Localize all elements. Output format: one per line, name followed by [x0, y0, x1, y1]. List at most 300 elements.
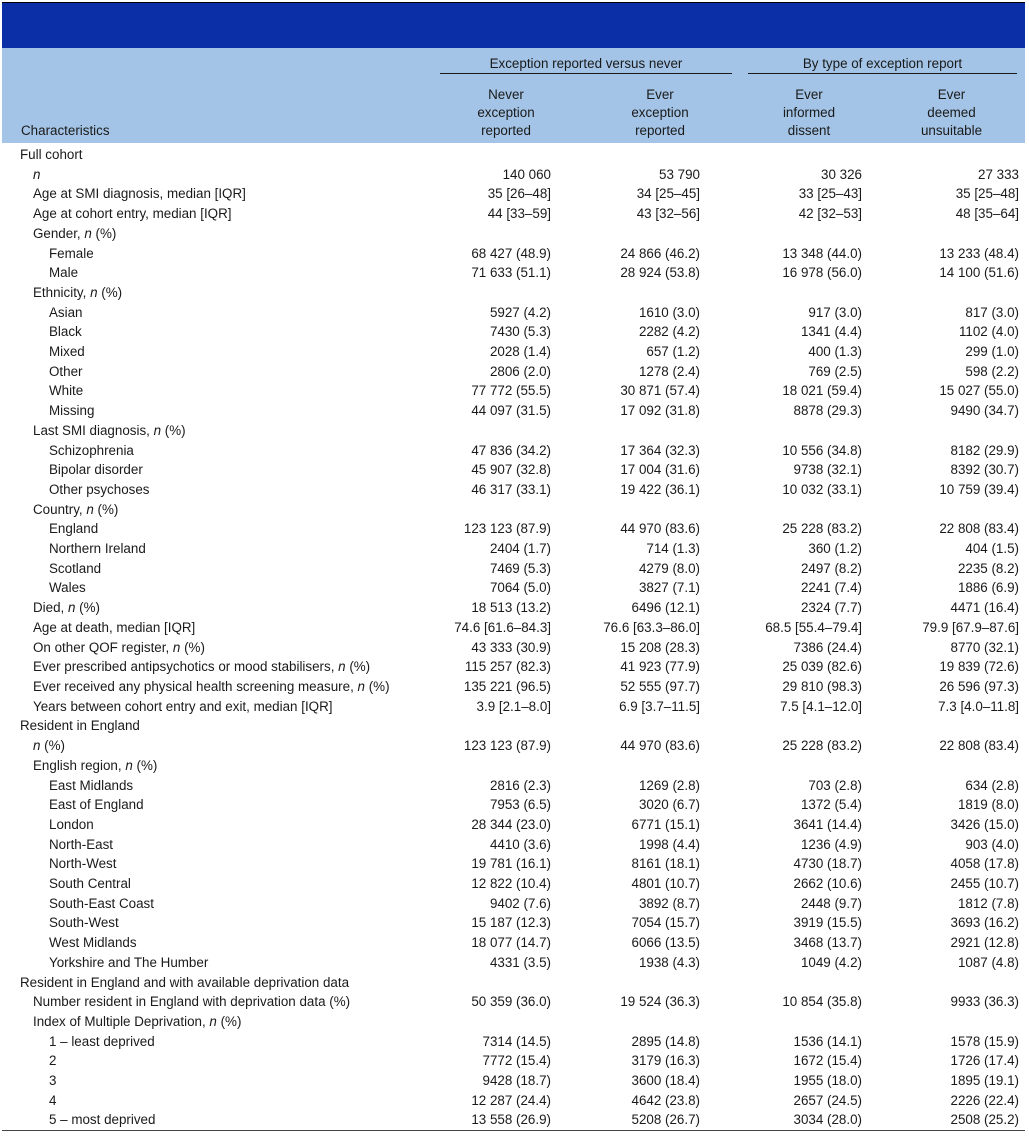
value-cell: 79.9 [67.9–87.6]: [922, 619, 1020, 635]
value-cell: 817 (3.0): [965, 304, 1020, 320]
value-cell: [740, 283, 878, 303]
table-row: [2, 776, 1025, 796]
value-cell: [580, 283, 740, 303]
value-cell: 34 [25–45]: [636, 186, 700, 202]
value-cell: 9738 (32.1): [793, 462, 862, 478]
row-label-text: Resident in England and with available deprivation data: [20, 974, 350, 990]
value-cell: 1236 (4.9): [800, 836, 862, 852]
row-label: [2, 1071, 432, 1091]
row-label-text: Northern Ireland: [49, 541, 146, 557]
value-cell: 44 970 (83.6): [620, 521, 700, 537]
table-row: [2, 1091, 1025, 1111]
row-label-text: Index of Multiple Deprivation,: [33, 1013, 210, 1029]
value-cell: 74.6 [61.6–84.3]: [454, 619, 551, 635]
row-label-text: Other psychoses: [49, 481, 150, 497]
value-cell: 45 907 (32.8): [471, 462, 551, 478]
row-label-text: Wales: [49, 580, 86, 596]
table-row: [2, 263, 1025, 283]
table-row: [2, 992, 1025, 1012]
value-cell: 17 004 (31.6): [620, 462, 700, 478]
value-cell: 42 [32–53]: [798, 206, 862, 222]
value-cell: 77 772 (55.5): [471, 383, 551, 399]
table-row: [2, 598, 1025, 618]
row-label-suffix: (%): [345, 659, 371, 675]
value-cell: 1812 (7.8): [957, 895, 1020, 911]
value-cell: 50 359 (36.0): [471, 994, 551, 1010]
value-cell: 5208 (26.7): [580, 1110, 740, 1130]
row-label: [2, 854, 432, 874]
value-cell: 6771 (15.1): [631, 816, 700, 832]
value-cell: 769 (2.5): [808, 363, 862, 379]
table-row: [2, 677, 1025, 697]
value-cell: 2324 (7.7): [800, 600, 862, 616]
value-cell: [432, 1012, 580, 1032]
value-cell: 3179 (16.3): [631, 1053, 700, 1069]
value-cell: 7469 (5.3): [489, 560, 551, 576]
table-row: [2, 1071, 1025, 1091]
row-label-text: London: [49, 816, 94, 832]
table-row: [2, 303, 1025, 323]
row-label: [2, 874, 432, 894]
header-line: unsuitable: [920, 123, 983, 138]
value-cell: 13 233 (48.4): [939, 245, 1020, 261]
value-cell: 3468 (13.7): [793, 935, 862, 951]
value-cell: [740, 500, 878, 520]
value-cell: 2497 (8.2): [800, 560, 862, 576]
row-label: [2, 933, 432, 953]
row-label: [2, 441, 432, 461]
table-row: [2, 539, 1025, 559]
n-symbol: n: [33, 166, 41, 182]
row-label-text: South-West: [49, 915, 119, 931]
value-cell: [432, 283, 580, 303]
row-label-text: Scotland: [49, 560, 102, 576]
value-cell: 7386 (24.4): [793, 639, 862, 655]
value-cell: 2028 (1.4): [489, 344, 551, 360]
value-cell: 29 810 (98.3): [782, 678, 862, 694]
value-cell: 4730 (18.7): [793, 856, 862, 872]
n-symbol: n: [86, 501, 94, 517]
value-cell: 2226 (22.4): [950, 1092, 1020, 1108]
value-cell: 1895 (19.1): [950, 1073, 1020, 1089]
value-cell: 6066 (13.5): [631, 935, 700, 951]
value-cell: 15 187 (12.3): [471, 915, 551, 931]
header-column-row: [2, 74, 1025, 143]
table-row: [2, 519, 1025, 539]
value-cell: 2816 (2.3): [489, 777, 551, 793]
row-label-suffix: (%): [364, 678, 390, 694]
row-label: [2, 913, 432, 933]
row-label-text: Bipolar disorder: [49, 462, 143, 478]
row-label-suffix: (%): [216, 1013, 242, 1029]
value-cell: 28 344 (23.0): [471, 816, 551, 832]
value-cell: 2404 (1.7): [489, 541, 551, 557]
value-cell: 1886 (6.9): [957, 580, 1020, 596]
row-label: [2, 500, 432, 520]
value-cell: [580, 716, 740, 736]
table-row: [2, 381, 1025, 401]
table-row: [2, 480, 1025, 500]
row-label: [2, 578, 432, 598]
value-cell: [878, 143, 1025, 165]
value-cell: 4331 (3.5): [489, 954, 551, 970]
value-cell: 3892 (8.7): [638, 895, 700, 911]
value-cell: 1536 (14.1): [793, 1033, 862, 1049]
header-line: informed: [782, 105, 836, 120]
value-cell: 135 221 (96.5): [463, 678, 551, 694]
value-cell: [878, 1012, 1025, 1032]
value-cell: 1938 (4.3): [638, 954, 700, 970]
value-cell: 7314 (14.5): [482, 1033, 551, 1049]
value-cell: 4642 (23.8): [631, 1092, 700, 1108]
row-label: [2, 559, 432, 579]
value-cell: 8182 (29.9): [950, 442, 1020, 458]
row-label: [2, 143, 432, 165]
n-symbol: n: [338, 659, 346, 675]
row-label: [2, 815, 432, 835]
value-cell: 17 364 (32.3): [620, 442, 700, 458]
row-label: [2, 539, 432, 559]
value-cell: 3693 (16.2): [950, 915, 1020, 931]
value-cell: [580, 756, 740, 776]
row-label: [2, 303, 432, 323]
value-cell: [740, 973, 878, 993]
value-cell: 3600 (18.4): [631, 1073, 700, 1089]
value-cell: 30 326: [821, 166, 862, 182]
value-cell: 30 871 (57.4): [620, 383, 700, 399]
value-cell: 1578 (15.9): [950, 1033, 1020, 1049]
value-cell: 3034 (28.0): [740, 1110, 878, 1130]
row-label-text: Age at cohort entry, median [IQR]: [33, 206, 232, 222]
value-cell: 19 422 (36.1): [620, 481, 700, 497]
value-cell: 703 (2.8): [808, 777, 862, 793]
row-label-text: 1 – least deprived: [49, 1033, 155, 1049]
group-label: By type of exception report: [802, 56, 963, 71]
value-cell: 15 208 (28.3): [620, 639, 700, 655]
row-label-suffix: (%): [75, 600, 100, 616]
value-cell: 35 [26–48]: [487, 186, 551, 202]
value-cell: 4801 (10.7): [631, 876, 700, 892]
value-cell: 917 (3.0): [808, 304, 862, 320]
n-symbol: n: [125, 757, 133, 773]
row-label-text: Age at death, median [IQR]: [33, 619, 196, 635]
table-row: [2, 165, 1025, 185]
value-cell: 18 077 (14.7): [471, 935, 551, 951]
column-header-deemed-unsuitable: [878, 74, 1025, 143]
row-label-text: Gender,: [33, 225, 85, 241]
row-label: [2, 992, 432, 1012]
row-label-suffix: (%): [132, 757, 158, 773]
table-row: [2, 460, 1025, 480]
value-cell: 25 228 (83.2): [782, 521, 862, 537]
table-row: [2, 835, 1025, 855]
table-row: [2, 143, 1025, 165]
row-label: [2, 519, 432, 539]
row-label: [2, 401, 432, 421]
value-cell: [740, 224, 878, 244]
value-cell: [432, 716, 580, 736]
value-cell: [432, 973, 580, 993]
value-cell: 12 287 (24.4): [471, 1092, 551, 1108]
table-row: [2, 736, 1025, 756]
n-symbol: n: [153, 422, 162, 438]
value-cell: 25 228 (83.2): [782, 738, 862, 754]
value-cell: 15 027 (55.0): [939, 383, 1020, 399]
row-label: [2, 697, 432, 717]
table-row: [2, 421, 1025, 441]
table-container: [2, 48, 1025, 1131]
table-row: [2, 204, 1025, 224]
table-row: [2, 854, 1025, 874]
value-cell: 115 257 (82.3): [464, 659, 551, 675]
row-label-suffix: (%): [97, 284, 123, 300]
value-cell: 9490 (34.7): [950, 403, 1020, 419]
n-symbol: n: [33, 738, 41, 754]
value-cell: 22 808 (83.4): [939, 521, 1020, 537]
header-line: exception: [477, 105, 535, 120]
value-cell: 9402 (7.6): [489, 895, 551, 911]
value-cell: 2235 (8.2): [957, 560, 1020, 576]
row-label: [2, 1032, 432, 1052]
row-label-text: South-East Coast: [49, 895, 154, 911]
row-label-text: South Central: [49, 876, 131, 892]
row-label: [2, 342, 432, 362]
row-label: [2, 618, 432, 638]
table-row: [2, 874, 1025, 894]
row-label-text: Resident in England: [20, 718, 140, 734]
table-row: [2, 441, 1025, 461]
table-row: [2, 224, 1025, 244]
value-cell: 28 924 (53.8): [620, 265, 700, 281]
value-cell: 3020 (6.7): [638, 797, 700, 813]
row-label: [2, 460, 432, 480]
value-cell: 2455 (10.7): [950, 876, 1020, 892]
value-cell: 4471 (16.4): [950, 600, 1020, 616]
value-cell: [740, 1012, 878, 1032]
value-cell: [740, 421, 878, 441]
column-header-ever-exception: [580, 74, 740, 143]
value-cell: 12 822 (10.4): [471, 876, 551, 892]
value-cell: [878, 716, 1025, 736]
value-cell: 7.3 [4.0–11.8]: [938, 698, 1020, 714]
value-cell: 52 555 (97.7): [620, 678, 700, 694]
value-cell: 19 781 (16.1): [471, 856, 551, 872]
table-row: [2, 559, 1025, 579]
header-line: deemed: [927, 105, 976, 120]
value-cell: 3426 (15.0): [950, 816, 1020, 832]
value-cell: 26 596 (97.3): [939, 678, 1020, 694]
value-cell: 404 (1.5): [965, 541, 1020, 557]
value-cell: 598 (2.2): [965, 363, 1020, 379]
value-cell: 7430 (5.3): [489, 324, 551, 340]
table-row: [2, 795, 1025, 815]
value-cell: 2282 (4.2): [638, 324, 700, 340]
value-cell: 3827 (7.1): [638, 580, 700, 596]
value-cell: 33 [25–43]: [798, 186, 862, 202]
value-cell: 1278 (2.4): [638, 363, 700, 379]
value-cell: 1087 (4.8): [957, 954, 1020, 970]
value-cell: 43 [32–56]: [636, 206, 700, 222]
value-cell: [878, 283, 1025, 303]
value-cell: [580, 421, 740, 441]
row-label-text: East Midlands: [49, 777, 134, 793]
row-label: [2, 835, 432, 855]
value-cell: 2657 (24.5): [793, 1092, 862, 1108]
value-cell: 25 039 (82.6): [782, 659, 862, 675]
value-cell: 903 (4.0): [965, 836, 1020, 852]
value-cell: 2508 (25.2): [878, 1110, 1025, 1130]
value-cell: 10 032 (33.1): [782, 481, 862, 497]
header-line: Ever: [646, 87, 674, 102]
row-label-text: 5 – most deprived: [49, 1112, 156, 1128]
value-cell: 44 097 (31.5): [471, 403, 551, 419]
value-cell: 714 (1.3): [646, 541, 700, 557]
row-label: [2, 322, 432, 342]
value-cell: 657 (1.2): [646, 344, 700, 360]
value-cell: 47 836 (34.2): [471, 442, 551, 458]
table-row: [2, 1012, 1025, 1032]
value-cell: 1955 (18.0): [793, 1073, 862, 1089]
n-symbol: n: [84, 225, 92, 241]
value-cell: 2921 (12.8): [950, 935, 1020, 951]
value-cell: 68.5 [55.4–79.4]: [765, 619, 862, 635]
row-label: [2, 362, 432, 382]
value-cell: [740, 143, 878, 165]
value-cell: 13 348 (44.0): [782, 245, 862, 261]
table-row: [2, 500, 1025, 520]
value-cell: [878, 224, 1025, 244]
value-cell: [740, 716, 878, 736]
n-symbol: n: [172, 639, 181, 655]
value-cell: 634 (2.8): [965, 777, 1020, 793]
value-cell: 46 317 (33.1): [471, 481, 551, 497]
n-symbol: n: [90, 284, 98, 300]
value-cell: 1610 (3.0): [638, 304, 700, 320]
row-label: [2, 263, 432, 283]
value-cell: [878, 500, 1025, 520]
n-symbol: n: [67, 600, 76, 616]
n-symbol: n: [209, 1013, 217, 1029]
table-row: [2, 716, 1025, 736]
value-cell: [878, 756, 1025, 776]
value-cell: [740, 756, 878, 776]
table-body: [2, 143, 1025, 1131]
header-group-exception: [432, 48, 740, 74]
value-cell: 7953 (6.5): [489, 797, 551, 813]
table-row: [2, 953, 1025, 973]
value-cell: 8392 (30.7): [950, 462, 1020, 478]
value-cell: 123 123 (87.9): [463, 521, 551, 537]
value-cell: [878, 421, 1025, 441]
table-row: [2, 401, 1025, 421]
value-cell: 400 (1.3): [808, 344, 862, 360]
value-cell: [432, 143, 580, 165]
title-band: [2, 2, 1025, 49]
value-cell: 7772 (15.4): [482, 1053, 551, 1069]
value-cell: 18 021 (59.4): [782, 383, 862, 399]
table-row: [2, 933, 1025, 953]
value-cell: 3.9 [2.1–8.0]: [476, 698, 551, 714]
row-label-suffix: (%): [91, 225, 117, 241]
value-cell: 1341 (4.4): [800, 324, 862, 340]
row-label-text: English region,: [33, 757, 126, 773]
row-label: [2, 894, 432, 914]
row-label-text: Asian: [49, 304, 83, 320]
row-label-text: Last SMI diagnosis,: [33, 422, 154, 438]
row-label-text: Died,: [33, 600, 68, 616]
value-cell: 76.6 [63.3–86.0]: [603, 619, 700, 635]
value-cell: 3919 (15.5): [793, 915, 862, 931]
row-label-text: Yorkshire and The Humber: [49, 954, 209, 970]
row-label-suffix: (%): [161, 422, 186, 438]
value-cell: 1049 (4.2): [800, 954, 862, 970]
row-label: [2, 1012, 432, 1032]
value-cell: 19 524 (36.3): [620, 994, 700, 1010]
row-label: [2, 184, 432, 204]
value-cell: 6496 (12.1): [631, 600, 700, 616]
value-cell: 8878 (29.3): [793, 403, 862, 419]
row-label-text: Black: [49, 324, 82, 340]
value-cell: 43 333 (30.9): [471, 639, 551, 655]
row-label: [2, 716, 432, 736]
value-cell: 1269 (2.8): [638, 777, 700, 793]
row-label-text: Age at SMI diagnosis, median [IQR]: [33, 186, 246, 202]
table-row: [2, 578, 1025, 598]
value-cell: 17 092 (31.8): [620, 403, 700, 419]
row-label: [2, 953, 432, 973]
value-cell: 35 [25–48]: [955, 186, 1020, 202]
row-label-text: Male: [49, 265, 79, 281]
row-label-text: West Midlands: [49, 935, 137, 951]
row-label: [2, 1110, 432, 1130]
table-row: [2, 1110, 1025, 1130]
header-line: dissent: [787, 123, 831, 138]
row-label-text: Female: [49, 245, 94, 261]
value-cell: 4058 (17.8): [950, 856, 1020, 872]
value-cell: 1102 (4.0): [958, 324, 1020, 340]
value-cell: 299 (1.0): [965, 344, 1020, 360]
value-cell: 14 100 (51.6): [939, 265, 1020, 281]
row-label-text: Country,: [33, 501, 87, 517]
n-symbol: n: [357, 678, 365, 694]
row-label-text: On other QOF register,: [33, 639, 173, 655]
row-label: [2, 244, 432, 264]
value-cell: 18 513 (13.2): [471, 600, 551, 616]
row-label: [2, 421, 432, 441]
row-label-text: North-West: [49, 856, 117, 872]
table-row: [2, 1051, 1025, 1071]
table-row: [2, 362, 1025, 382]
value-cell: 4279 (8.0): [638, 560, 700, 576]
row-label: [2, 1051, 432, 1071]
value-cell: 1672 (15.4): [793, 1053, 862, 1069]
table-row: [2, 657, 1025, 677]
row-label: [2, 776, 432, 796]
value-cell: 53 790: [659, 166, 700, 182]
row-label-text: 4: [49, 1092, 57, 1108]
value-cell: 71 633 (51.1): [471, 265, 551, 281]
header-group-type: [740, 48, 1025, 74]
row-label: [2, 224, 432, 244]
value-cell: 5927 (4.2): [489, 304, 551, 320]
value-cell: [432, 421, 580, 441]
value-cell: [878, 973, 1025, 993]
row-label-text: Missing: [49, 403, 95, 419]
table-row: [2, 815, 1025, 835]
column-header-never-exception: [432, 74, 580, 143]
value-cell: [432, 500, 580, 520]
value-cell: [432, 756, 580, 776]
